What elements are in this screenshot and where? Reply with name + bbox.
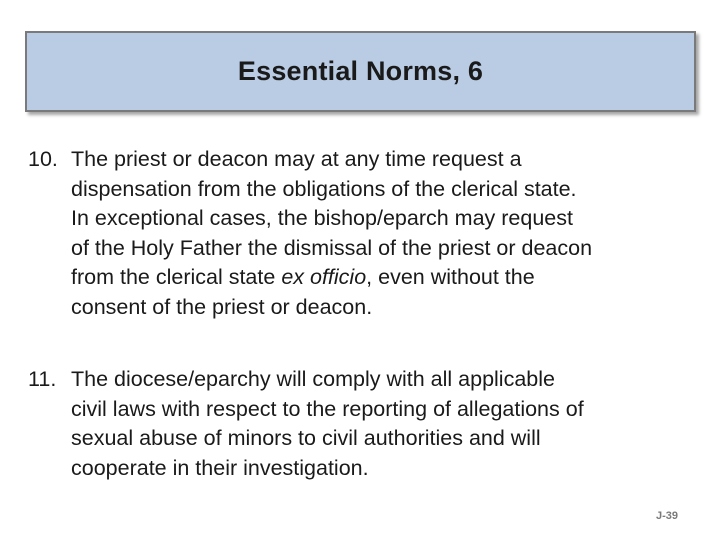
norm-line: 11. The diocese/eparchy will comply with all applicable [71,365,708,395]
norm-number: 11. [28,367,57,391]
latin-term: ex officio [281,265,367,290]
norm-item-11 [28,365,708,483]
title-banner [25,31,696,112]
norm-line: from the clerical state ex officio, even without the [71,265,535,290]
norm-body [28,145,708,323]
norm-number: 10. [28,147,58,171]
norm-body [28,365,708,483]
norm-line: consent of the priest or deacon. [71,294,373,319]
norm-line: dispensation from the obligations of the clerical state. [71,176,577,201]
slide-title: Essential Norms, 6 [237,56,484,86]
norm-line: In exceptional cases, the bishop/eparch may request [71,206,573,231]
norm-line: of the Holy Father the dismissal of the priest or deacon [71,235,593,260]
norm-line: cooperate in their investigation. [71,455,369,480]
norm-line: sexual abuse of minors to civil authorities and will [71,426,541,451]
norm-line: 10. The priest or deacon may at any time request a [71,145,708,175]
norm-item-10 [28,145,708,323]
norm-line: civil laws with respect to the reporting of allegations of [71,396,584,421]
page-number: J-39 [655,510,678,522]
